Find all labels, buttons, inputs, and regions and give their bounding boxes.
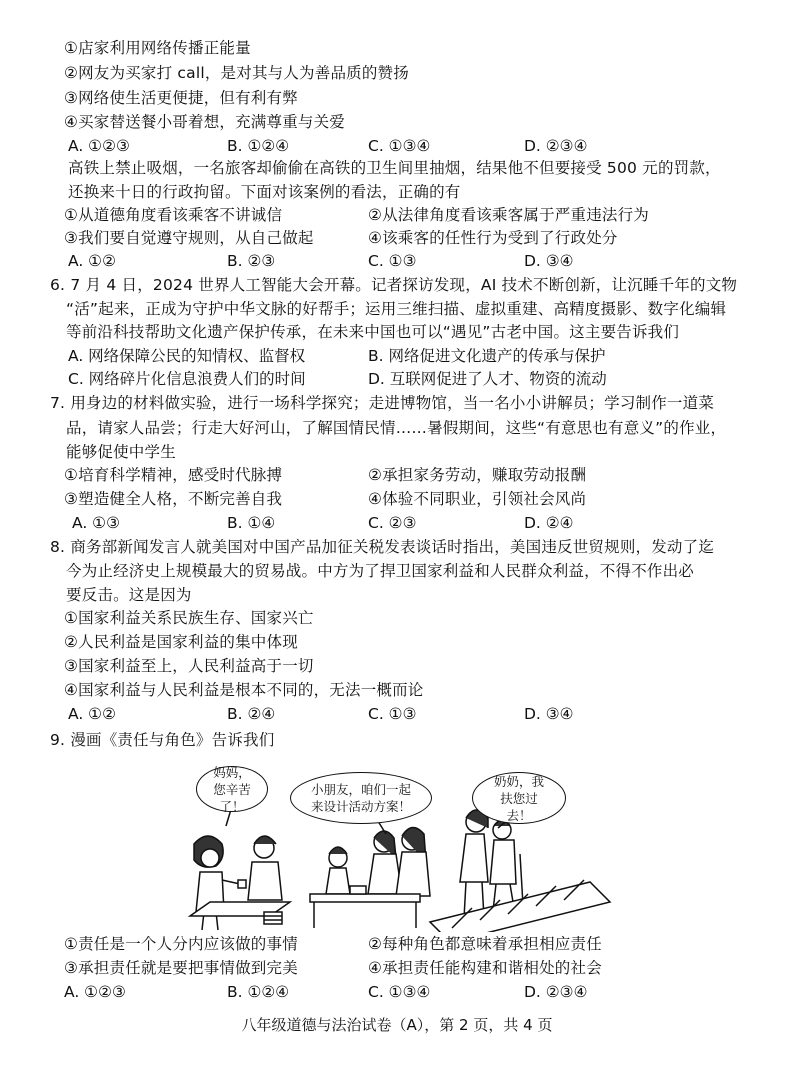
q6-option-a: A. 网络保障公民的知情权、监督权 <box>68 347 306 365</box>
q9-statement-2: ②每种角色都意味着承担相应责任 <box>368 935 602 953</box>
q7-option-c: C. ②③ <box>368 514 417 532</box>
q5-stem-line-2: 还换来十日的行政拘留。下面对该案例的看法，正确的有 <box>68 183 461 201</box>
q8-statement-3: ③国家利益至上，人民利益高于一切 <box>64 657 314 675</box>
q6-stem-line-3: 等前沿科技帮助文化遗产保护传承，在未来中国也可以“遇见”古老中国。这主要告诉我们 <box>66 323 680 341</box>
q7-statement-1: ①培育科学精神，感受时代脉搏 <box>64 466 283 484</box>
q9-statement-3: ③承担责任就是要把事情做到完美 <box>64 959 298 977</box>
q7-option-a: A. ①③ <box>72 514 120 532</box>
q4-statement-1: ①店家利用网络传播正能量 <box>64 39 251 57</box>
q8-stem-line-3: 要反击。这是因为 <box>66 586 192 604</box>
q4-statement-3: ③网络使生活更便捷，但有利有弊 <box>64 89 298 107</box>
q8-option-b: B. ②④ <box>227 705 276 723</box>
q4-option-d: D. ②③④ <box>524 137 588 155</box>
q8-statement-4: ④国家利益与人民利益是根本不同的，无法一概而论 <box>64 681 424 699</box>
q4-statement-2: ②网友为买家打 call，是对其与人为善品质的赞扬 <box>64 64 409 82</box>
q7-statement-2: ②承担家务劳动，赚取劳动报酬 <box>368 466 587 484</box>
q6-stem-line-1: 6. 7 月 4 日，2024 世界人工智能大会开幕。记者探访发现，AI 技术不断创新，让沉睡千年的文物 <box>50 276 738 294</box>
q9-statement-4: ④承担责任能构建和谐相处的社会 <box>368 959 602 977</box>
q5-statement-3: ③我们要自觉遵守规则，从自己做起 <box>64 229 314 247</box>
speech-bubble-3-text: 奶奶，我扶您过去！ <box>493 773 544 823</box>
page-footer: 八年级道德与法治试卷（A），第 2 页，共 4 页 <box>241 1016 553 1034</box>
q7-stem-line-2: 品，请家人品尝；行走大好河山，了解国情民情……暑假期间，这些“有意思也有意义”的作业， <box>66 419 727 437</box>
q7-stem-line-1: 7. 用身边的材料做实验，进行一场科学探究；走进博物馆，当一名小小讲解员；学习制作一道菜 <box>50 394 715 412</box>
q6-stem-line-2: “活”起来，正成为守护中华文脉的好帮手；运用三维扫描、虚拟重建、高精度摄影、数字化编辑 <box>66 300 727 318</box>
q4-option-a: A. ①②③ <box>68 137 130 155</box>
q6-option-b: B. 网络促进文化遗产的传承与保护 <box>368 347 606 365</box>
q7-option-d: D. ②④ <box>524 514 574 532</box>
q9-statement-1: ①责任是一个人分内应该做的事情 <box>64 935 298 953</box>
speech-bubble-1 <box>196 766 268 812</box>
q8-statement-1: ①国家利益关系民族生存、国家兴亡 <box>64 609 314 627</box>
q5-option-d: D. ③④ <box>524 252 574 270</box>
q7-stem-line-3: 能够促使中学生 <box>66 443 176 461</box>
q5-statement-1: ①从道德角度看该乘客不讲诚信 <box>64 206 283 224</box>
q8-statement-2: ②人民利益是国家利益的集中体现 <box>64 633 298 651</box>
q8-stem-line-2: 今为止经济史上规模最大的贸易战。中方为了捍卫国家利益和人民群众利益，不得不作出必 <box>66 562 695 580</box>
q7-option-b: B. ①④ <box>227 514 276 532</box>
q9-option-c: C. ①③④ <box>368 983 431 1001</box>
q4-statement-4: ④买家替送餐小哥着想，充满尊重与关爱 <box>64 113 345 131</box>
comic-illustration <box>180 762 620 932</box>
q8-option-c: C. ①③ <box>368 705 417 723</box>
q9-option-d: D. ②③④ <box>524 983 588 1001</box>
q4-option-b: B. ①②④ <box>227 137 290 155</box>
q5-statement-2: ②从法律角度看该乘客属于严重违法行为 <box>368 206 649 224</box>
speech-bubble-2 <box>290 772 432 824</box>
q4-option-c: C. ①③④ <box>368 137 431 155</box>
q9-option-b: B. ①②④ <box>227 983 290 1001</box>
q7-statement-3: ③塑造健全人格，不断完善自我 <box>64 490 283 508</box>
q6-option-d: D. 互联网促进了人才、物资的流动 <box>368 370 607 388</box>
q6-option-c: C. 网络碎片化信息浪费人们的时间 <box>68 370 306 388</box>
q8-option-d: D. ③④ <box>524 705 574 723</box>
q5-option-c: C. ①③ <box>368 252 417 270</box>
speech-bubble-2-text: 小朋友，咱们一起来设计活动方案！ <box>310 782 411 814</box>
speech-bubble-1-text: 妈妈，您辛苦了！ <box>213 764 251 814</box>
q5-statement-4: ④该乘客的任性行为受到了行政处分 <box>368 229 618 247</box>
q5-option-b: B. ②③ <box>227 252 276 270</box>
q5-option-a: A. ①② <box>68 252 116 270</box>
q5-stem-line-1: 高铁上禁止吸烟，一名旅客却偷偷在高铁的卫生间里抽烟，结果他不但要接受 500 元的罚款， <box>68 159 721 177</box>
q9-stem: 9. 漫画《责任与角色》告诉我们 <box>50 731 275 749</box>
q9-option-a: A. ①②③ <box>64 983 126 1001</box>
q8-stem-line-1: 8. 商务部新闻发言人就美国对中国产品加征关税发表谈话时指出，美国违反世贸规则，发动了迄 <box>50 538 715 556</box>
q8-option-a: A. ①② <box>68 705 116 723</box>
q7-statement-4: ④体验不同职业，引领社会风尚 <box>368 490 587 508</box>
speech-bubble-3 <box>472 772 566 824</box>
